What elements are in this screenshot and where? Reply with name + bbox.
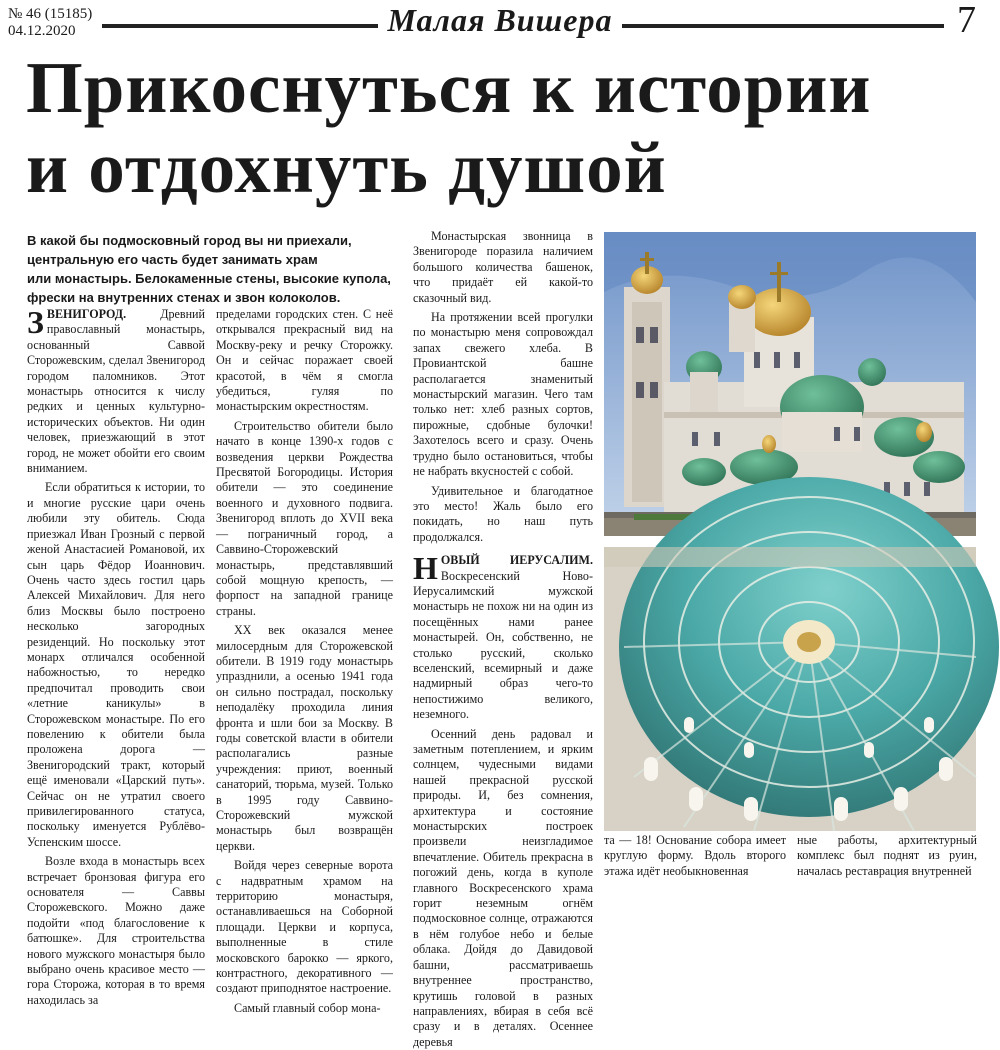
- article-paragraph: [413, 550, 593, 722]
- article-paragraph: пределами городских стен. С неё открывался прекрасный вид на Москву-реку и речку Сторожку. Он и сейчас поражает своей красотой, в чём я смогла убедиться, гуляя по монастырским окрестностям.: [216, 307, 393, 414]
- headline-line-1: Прикоснуться к истории: [26, 47, 872, 128]
- issue-number: № 46 (15185): [8, 6, 93, 22]
- article-paragraph: XX век оказался менее милосердным для Сторожевской обители. В 1919 году монастырь упразднили, а осенью 1941 года он сильно пострадал, поскольку неподалёку проходила линия фронта и шли бои за Москву. В годы советской власти в обители располагались разные учреждения: приют, военный санаторий, тюрьма, музей. Только в 1995 году Саввино-Сторожевский мужской монастырь был возвращён церкви.: [216, 623, 393, 853]
- article-column-2: [216, 307, 393, 1015]
- masthead-rule-right: [622, 24, 944, 28]
- article-paragraph: На протяжении всей прогулки по монастырю меня сопровождал запах свежего хлеба. В Провиантской башне располагается знаменитый монастырский магазин. Чего там только нет: хлеб разных сортов, пирожные, сдобные булочки! Захотелось всего и сразу. Очень трудно было остановиться, чтобы не набрать вкусностей с собой.: [413, 310, 593, 479]
- lead-line: фрески на внутренних стенах и звон колоколов.: [27, 290, 341, 305]
- article-paragraph: Строительство обители было начато в конце 1390-х годов с возведения церкви Рождества Пресвятой Богородицы. История обители — это соединение военного и духовного подвига. Звенигород вплоть до XVII века — пограничный город, а Саввино-Сторожевский монастырь, представлявший собой мощную крепость, — форпост на западной границе страны.: [216, 418, 393, 618]
- newspaper-title: Малая Вишера: [387, 2, 613, 38]
- article-column-4b: [797, 833, 977, 878]
- article-paragraph: [27, 304, 205, 476]
- issue-date: 04.12.2020: [8, 23, 76, 39]
- paragraph-text: Древний православный монастырь, основанный Саввой Сторожевским, сделал Звенигород городом паломников. Этот монастырь относится к числу редких и ценных культурно-исторических объектов. Ни один человек, приезжающий в этот город, не может обойти его своим вниманием.: [27, 307, 205, 476]
- article-column-3: [413, 229, 593, 1049]
- article-paragraph: Возле входа в монастырь всех встречает бронзовая фигура его основателя — Саввы Сторожевского. Можно даже подойти «под благословение к батюшке». Для строительства нового мужского монастыря было выбрано очень красивое место — гора Сторожа, которая в то время находилась за: [27, 854, 205, 1007]
- article-paragraph: ные работы, архитектурный комплекс был поднят из руин, началась реставрация внутренней: [797, 833, 977, 878]
- page-number: 7: [957, 0, 976, 41]
- lead-line: В какой бы подмосковный город вы ни приехали,: [27, 233, 352, 248]
- issue-info: [8, 6, 92, 40]
- headline-line-2: и отдохнуть душой: [26, 127, 667, 208]
- article-paragraph: та — 18! Основание собора имеет круглую форму. Вдоль второго этажа идёт необыкновенная: [604, 833, 786, 878]
- article-paragraph: Осенний день радовал и заметным потеплением, и ярким солнцем, чудесными видами нашей прекрасной русской природы. И, без сомнения, архитектура и состояние монастырских построек произвели неизгладимое впечатление. Обитель прекрасна в погожий день, когда в куполе главного Воскресенского храма горит неземным огнём подмосковное солнце, отражаются в нём голубое небо и белые облака. Дойдя до Давидовой башни, рассматриваешь внутреннее пространство, крутишь головой в разных направлениях, вбирая в себя всё сразу и в деталях. Осеннее деревья: [413, 726, 593, 1049]
- article-column-4a: [604, 833, 786, 878]
- paragraph-text: Воскресенский Ново-Иерусалимский мужской монастырь не похож ни на один из посещённых нами ранее монастырей. Он, собственно, не столько русский, сколько вселенский, всемирный и даже надмирный образ чего-то непостижимо великого, неземного.: [413, 568, 593, 722]
- article-paragraph: Удивительное и благодатное это место! Жаль было его покидать, но наш путь продолжался.: [413, 483, 593, 544]
- article-paragraph: Монастырская звонница в Звенигороде поразила наличием большого количества башенок, что придаёт ей какой-то сказочный вид.: [413, 229, 593, 305]
- lead-paragraph: [27, 231, 392, 307]
- drop-cap: З: [27, 304, 44, 340]
- headline: [26, 48, 986, 208]
- section-kicker: ОВЫЙ ИЕРУСАЛИМ.: [440, 553, 593, 568]
- article-paragraph: Самый главный собор мона-: [234, 1000, 381, 1015]
- article-paragraph: Войдя через северные ворота с надвратным храмом на территорию монастыря, останавливаешься на Соборной площади. Церкви и корпуса, выполненные в стиле московского барокко — яркого, контрастного, декоративного — создают приподнятое настроение.: [216, 858, 393, 996]
- article-column-1: [27, 304, 205, 1007]
- article-paragraph: Если обратиться к истории, то и многие русские цари очень любили эту обитель. Сюда приезжал Иван Грозный с первой женой Анастасией Романовой, их сын царь Фёдор Иоаннович. Очень часто здесь гостил царь Алексей Михайлович. Для него близ Москвы было построено несколько загородных резиденций. Но поскольку этот монарх отличался особенной набожностью, то нередко предпочитал проводить свои «летние каникулы» в Сторожевском монастыре. По его повелению к обители была проложена дорога — Звенигородский тракт, который ещё именовали «Царский путь». Сейчас он не утратил своего привилегированного статуса, поскольку именуется Рублёво-Успенским шоссе.: [27, 480, 205, 849]
- lead-line: или монастырь. Белокаменные стены, высокие купола,: [27, 271, 391, 286]
- drop-cap: Н: [413, 550, 438, 587]
- lead-line: центральную его часть будет занимать храм: [27, 252, 318, 267]
- dome-ceiling-photo: [604, 547, 976, 831]
- masthead-rule-left: [102, 24, 378, 28]
- section-kicker: ВЕНИГОРОД.: [46, 307, 127, 321]
